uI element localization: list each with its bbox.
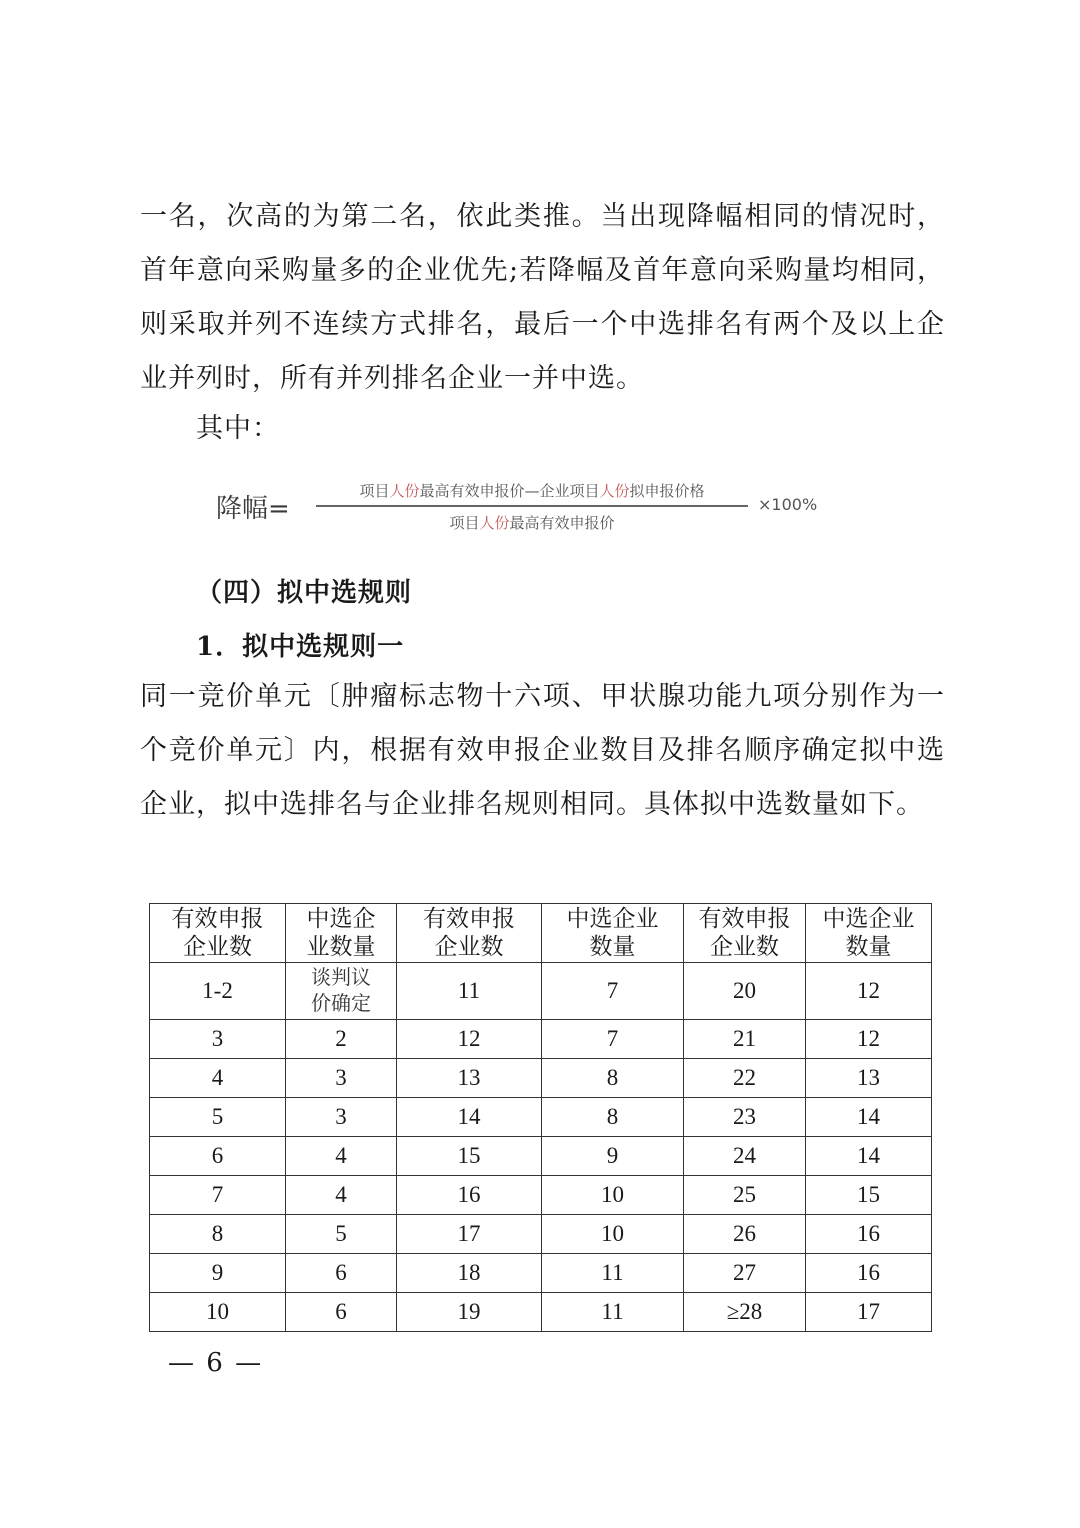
formula-text: 最高有效申报价 [509, 514, 615, 532]
header-cell: 有效申报 企业数 [150, 904, 286, 963]
formula-text: 项目 [449, 514, 480, 532]
table-cell: 11 [542, 1293, 684, 1332]
table-cell: 7 [542, 963, 684, 1020]
formula-text-highlight: 人份 [599, 482, 630, 500]
table-cell: 6 [286, 1293, 397, 1332]
table-cell: 1-2 [150, 963, 286, 1020]
table-cell: 19 [397, 1293, 542, 1332]
table-cell: 3 [286, 1059, 397, 1098]
table-cell: 7 [542, 1020, 684, 1059]
table-cell: 10 [150, 1293, 286, 1332]
table-cell: 4 [150, 1059, 286, 1098]
table-row [150, 1293, 932, 1332]
table-row [150, 1020, 932, 1059]
table-cell: 3 [286, 1098, 397, 1137]
table-cell: 20 [684, 963, 806, 1020]
body-paragraph-ranking: 一名，次高的为第二名，依此类推。当出现降幅相同的情况时，首年意向采购量多的企业优先;若降幅及首年意向采购量均相同，则采取并列不连续方式排名，最后一个中选排名有两个及以上企业并列时，所有并列排名企业一并中选。 [140, 201, 945, 394]
header-cell: 中选企业 数量 [542, 904, 684, 963]
body-paragraph-where: 其中： [196, 413, 280, 444]
page-number: — 6 — [168, 1348, 264, 1378]
table-cell: 2 [286, 1020, 397, 1059]
section-heading: （四）拟中选规则 [196, 578, 413, 608]
formula-text-highlight: 人份 [479, 514, 510, 532]
table-cell: 23 [684, 1098, 806, 1137]
body-paragraph-rule: 同一竞价单元〔肿瘤标志物十六项、甲状腺功能九项分别作为一个竞价单元〕内，根据有效申报企业数目及排名顺序确定拟中选企业，拟中选排名与企业排名规则相同。具体拟中选数量如下。 [140, 681, 945, 820]
table-cell: 谈判议 价确定 [286, 963, 397, 1020]
formula-numerator [316, 480, 748, 501]
table-row [150, 1059, 932, 1098]
table-row [150, 1137, 932, 1176]
table-cell: 17 [806, 1293, 932, 1332]
header-cell: 有效申报 企业数 [684, 904, 806, 963]
header-cell: 中选企 业数量 [286, 904, 397, 963]
table-row [150, 963, 932, 1020]
decline-rate-formula [216, 480, 836, 540]
table-cell: 6 [286, 1254, 397, 1293]
table-cell: 5 [286, 1215, 397, 1254]
table-cell: 10 [542, 1215, 684, 1254]
table-cell: 3 [150, 1020, 286, 1059]
table-cell: 9 [150, 1254, 286, 1293]
table-cell: 8 [542, 1059, 684, 1098]
formula-denominator [316, 512, 748, 533]
table-cell: 8 [542, 1098, 684, 1137]
formula-multiplier: ×100% [758, 495, 818, 514]
table-cell: 27 [684, 1254, 806, 1293]
table-cell: 8 [150, 1215, 286, 1254]
table-row [150, 1176, 932, 1215]
subsection-heading: 1．拟中选规则一 [196, 632, 405, 662]
table-cell: 7 [150, 1176, 286, 1215]
formula-lhs: 降幅= [216, 494, 290, 524]
table-cell: 12 [397, 1020, 542, 1059]
formula-text: 最高有效申报价 [419, 482, 525, 500]
table-cell: 14 [806, 1137, 932, 1176]
header-cell: 有效申报 企业数 [397, 904, 542, 963]
formula-text: 拟申报价格 [629, 482, 705, 500]
table-cell: 4 [286, 1176, 397, 1215]
table-cell: 6 [150, 1137, 286, 1176]
table-row [150, 1098, 932, 1137]
selection-quantity-table [149, 903, 932, 1332]
table-cell: 21 [684, 1020, 806, 1059]
table-cell: 13 [397, 1059, 542, 1098]
table-cell: 17 [397, 1215, 542, 1254]
table-cell: 4 [286, 1137, 397, 1176]
table-cell: ≥28 [684, 1293, 806, 1332]
table-cell: 14 [806, 1098, 932, 1137]
table-cell: 12 [806, 963, 932, 1020]
table-row [150, 1254, 932, 1293]
table-cell: 26 [684, 1215, 806, 1254]
table-cell: 15 [397, 1137, 542, 1176]
table-cell: 9 [542, 1137, 684, 1176]
table-cell: 18 [397, 1254, 542, 1293]
table-cell: 24 [684, 1137, 806, 1176]
formula-text: —企业项目 [524, 482, 600, 500]
table-header-row [150, 904, 932, 963]
table-cell: 11 [542, 1254, 684, 1293]
table-cell: 14 [397, 1098, 542, 1137]
table-cell: 13 [806, 1059, 932, 1098]
table-cell: 5 [150, 1098, 286, 1137]
table-cell: 25 [684, 1176, 806, 1215]
table-cell: 16 [806, 1254, 932, 1293]
table-cell: 12 [806, 1020, 932, 1059]
table-cell: 10 [542, 1176, 684, 1215]
table-cell: 15 [806, 1176, 932, 1215]
table-cell: 11 [397, 963, 542, 1020]
fraction-bar [316, 505, 748, 507]
formula-text-highlight: 人份 [389, 482, 420, 500]
table-cell: 16 [397, 1176, 542, 1215]
table-row [150, 1215, 932, 1254]
table-cell: 22 [684, 1059, 806, 1098]
formula-text: 项目 [359, 482, 390, 500]
table-cell: 16 [806, 1215, 932, 1254]
header-cell: 中选企业 数量 [806, 904, 932, 963]
